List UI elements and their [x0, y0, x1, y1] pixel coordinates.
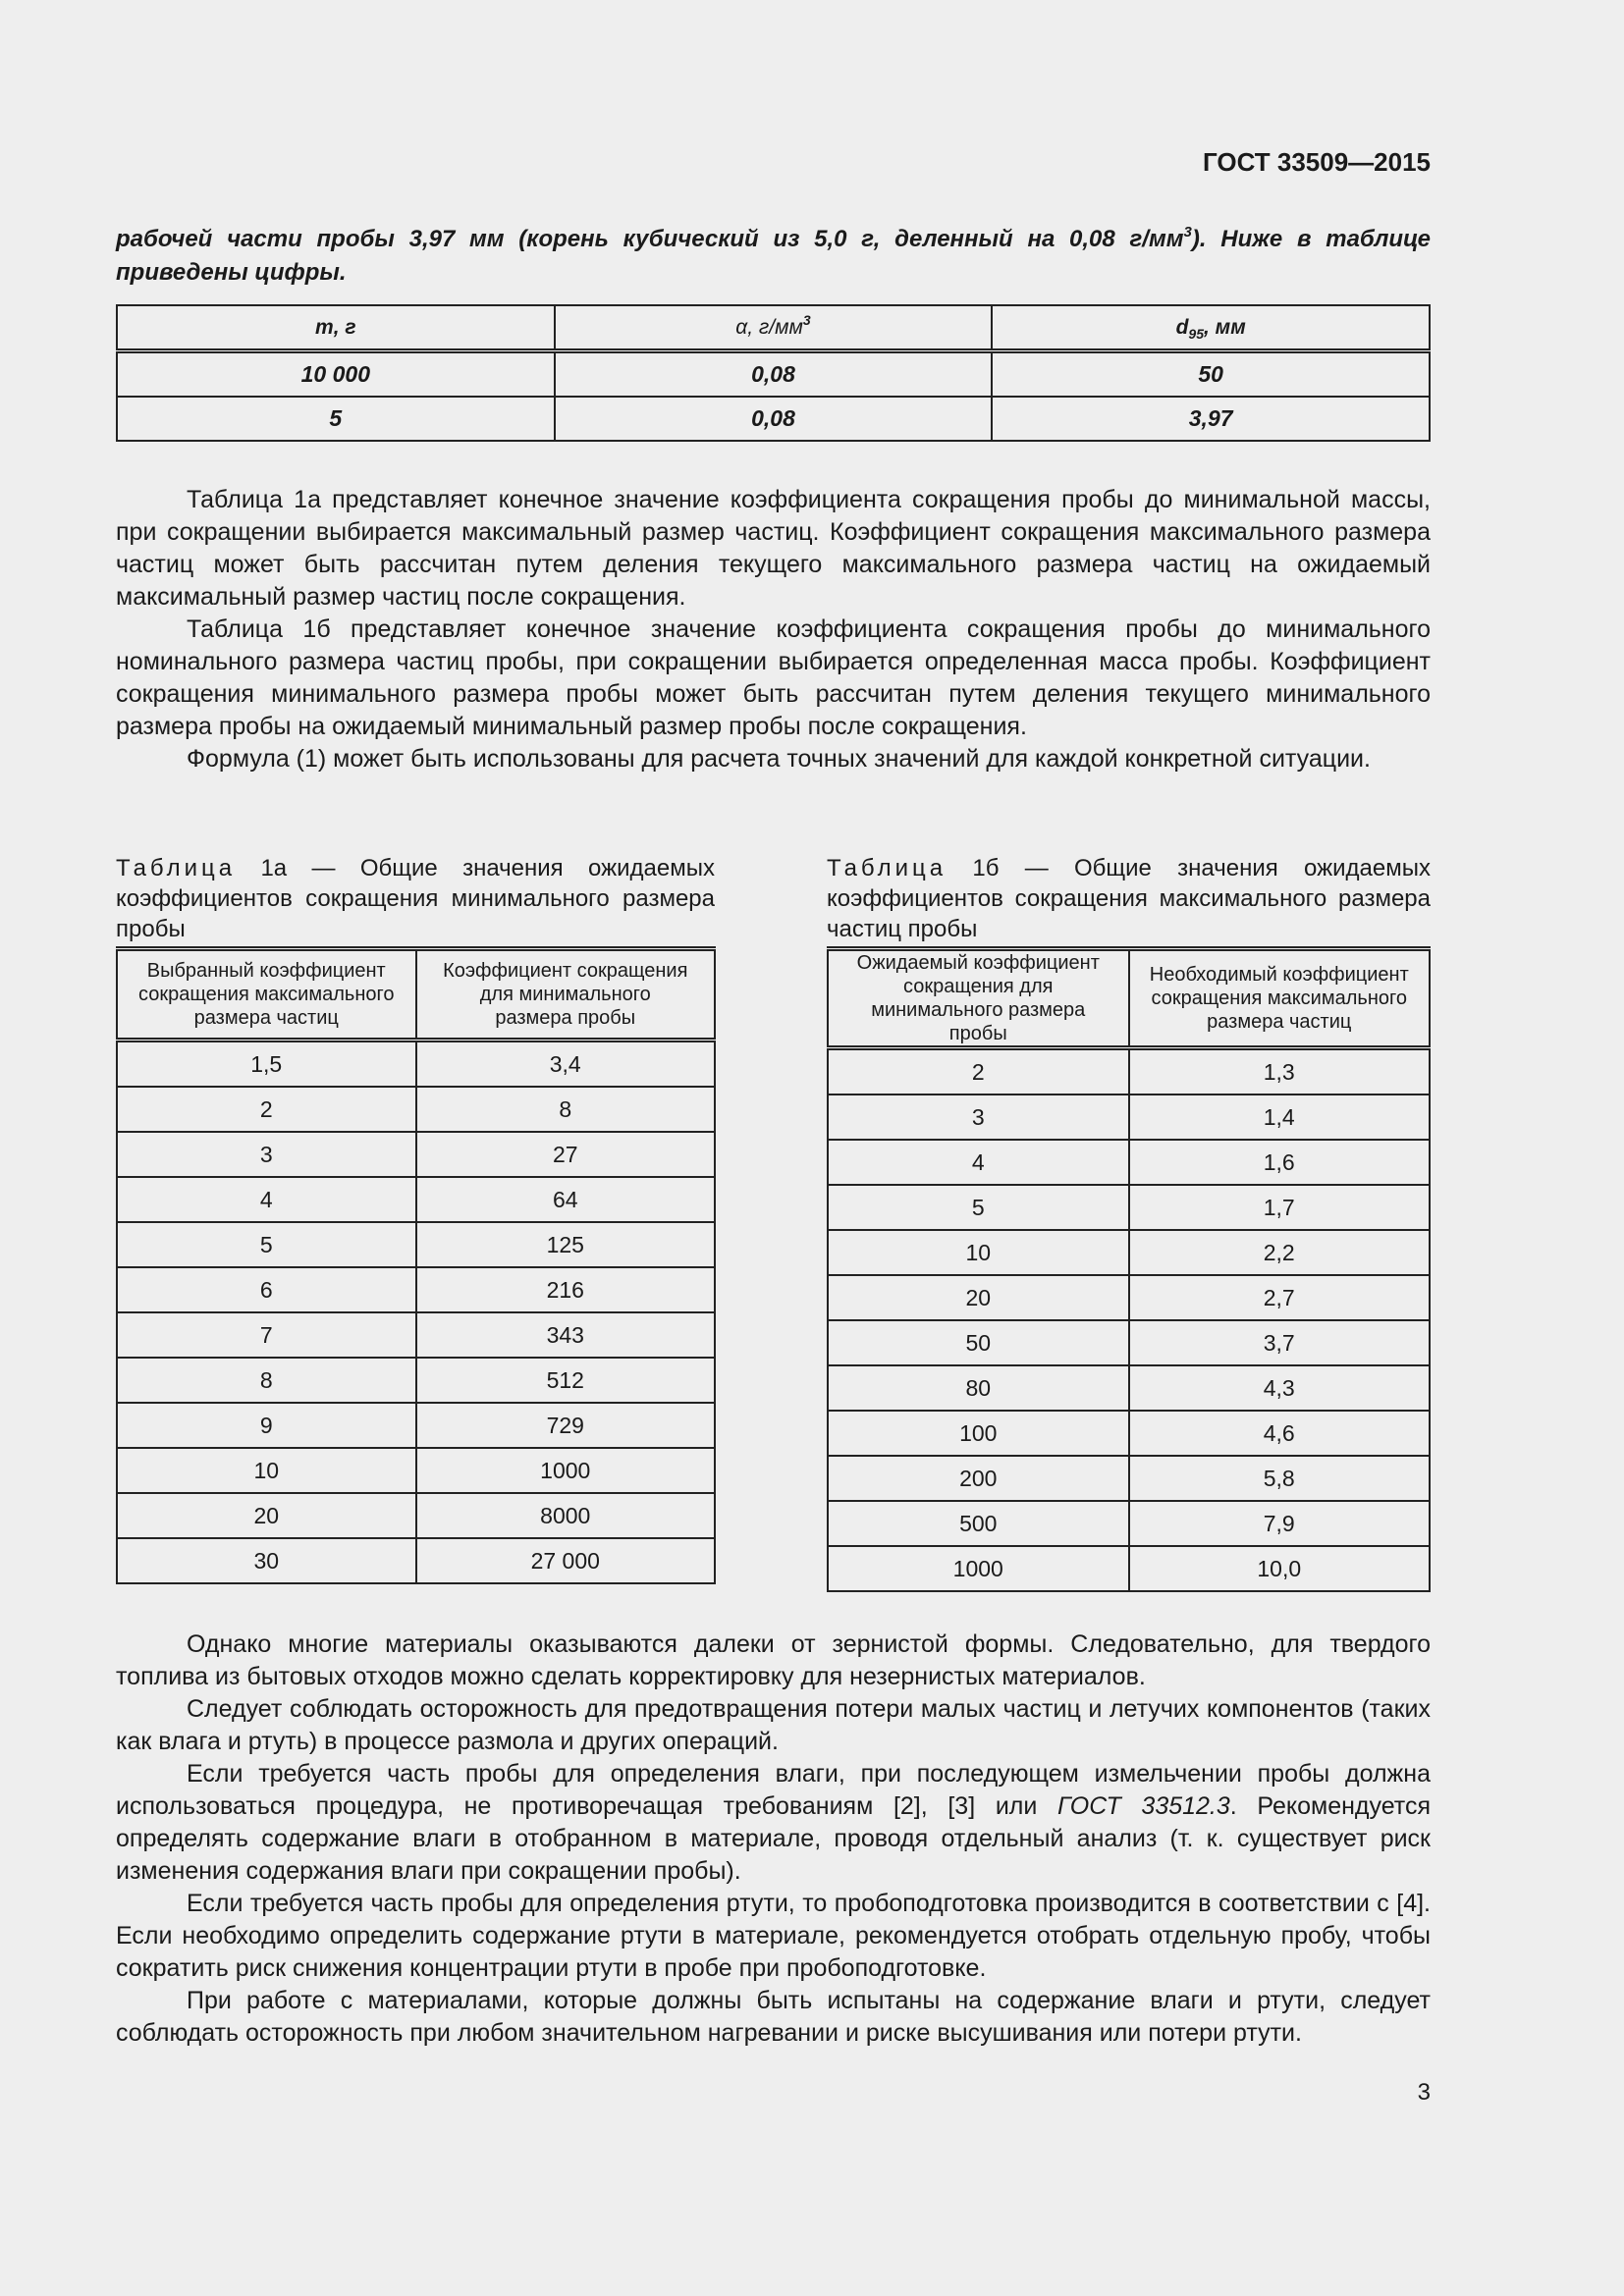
table-cell: 1000	[416, 1448, 716, 1493]
table-cell: 20	[828, 1275, 1129, 1320]
intro-paragraph	[116, 223, 1431, 290]
table-row	[828, 1275, 1430, 1320]
table-cell: 4,3	[1129, 1365, 1431, 1411]
table-cell: 3	[117, 1132, 416, 1177]
table-cell: 64	[416, 1177, 716, 1222]
table-cell: 100	[828, 1411, 1129, 1456]
table-row	[117, 1403, 715, 1448]
table-cell: 9	[117, 1403, 416, 1448]
table-cell: 1,5	[117, 1041, 416, 1088]
table-row	[117, 1358, 715, 1403]
table-cell: 50	[992, 351, 1430, 398]
paragraph: Если требуется часть пробы для определения ртути, то пробоподготовка производится в соответствии с [4]. Если необходимо определить содержание ртути в материале, рекомендуется отобрать отдельную пробу, чтобы сократить риск снижения концентрации ртути в пробе при пробоподготовке.	[116, 1890, 1431, 1982]
caption-label: Таблица	[827, 855, 947, 881]
alpha-label: α, г/мм	[735, 315, 803, 339]
top-table-header-d	[992, 305, 1430, 351]
table-1b-header-2: Необходимый коэффициент сокращения максимального размера частиц	[1129, 949, 1431, 1048]
table-row	[117, 1222, 715, 1267]
table-cell: 7	[117, 1312, 416, 1358]
paragraph: Формула (1) может быть использованы для расчета точных значений для каждой конкретной ситуации.	[187, 745, 1371, 773]
table-row	[117, 351, 1430, 398]
table-cell: 200	[828, 1456, 1129, 1501]
table-row	[828, 1546, 1430, 1591]
table-cell: 1,4	[1129, 1095, 1431, 1140]
table-row	[828, 1095, 1430, 1140]
caption-text: 1а — Общие значения ожидаемых коэффициентов сокращения минимального размера пробы	[116, 855, 715, 942]
table-cell: 1,6	[1129, 1140, 1431, 1185]
body-text-2	[116, 1629, 1431, 2050]
table-row	[117, 1312, 715, 1358]
table-cell: 2	[117, 1087, 416, 1132]
table-row	[828, 1411, 1430, 1456]
table-row	[117, 1538, 715, 1583]
table-row	[828, 1048, 1430, 1095]
table-cell: 80	[828, 1365, 1129, 1411]
table-cell: 1,7	[1129, 1185, 1431, 1230]
table-cell: 5	[117, 1222, 416, 1267]
page-number: 3	[1417, 2079, 1431, 2106]
table-row	[117, 397, 1430, 441]
table-1b-header-1: Ожидаемый коэффициент сокращения для минимального размера пробы	[828, 949, 1129, 1048]
table-cell: 10	[117, 1448, 416, 1493]
table-1b	[827, 946, 1431, 1592]
standard-reference: ГОСТ 33512.3	[1057, 1792, 1230, 1820]
d-label: d	[1175, 315, 1189, 339]
intro-text-2: ). Ниже в таблице приведены цифры.	[116, 226, 1431, 286]
table-cell: 1000	[828, 1546, 1129, 1591]
table-cell: 10 000	[117, 351, 555, 398]
table-cell: 0,08	[555, 351, 993, 398]
table-row	[828, 1456, 1430, 1501]
table-cell: 10,0	[1129, 1546, 1431, 1591]
table-row	[117, 1177, 715, 1222]
paragraph: Таблица 1а представляет конечное значение коэффициента сокращения пробы до минимальной массы, при сокращении выбирается максимальный размер частиц. Коэффициент сокращения максимального размера частиц может быть рассчитан путем деления текущего максимального размера частиц на ожидаемый максимальный размер частиц после сокращения.	[116, 486, 1431, 611]
table-cell: 6	[117, 1267, 416, 1312]
table-cell: 216	[416, 1267, 716, 1312]
table-cell: 500	[828, 1501, 1129, 1546]
table-cell: 343	[416, 1312, 716, 1358]
paragraph: Следует соблюдать осторожность для предотвращения потери малых частиц и летучих компонентов (таких как влага и ртуть) в процессе размола и других операций.	[116, 1695, 1431, 1755]
table-row	[828, 1501, 1430, 1546]
table-row	[117, 1267, 715, 1312]
table-row	[828, 1185, 1430, 1230]
paragraph-text: . Рекомендуется определять содержание влаги в отобранном в материале, проводя отдельный анализ (т. к. существует риск изменения содержания влаги при сокращении пробы).	[116, 1792, 1432, 1885]
table-cell: 2,7	[1129, 1275, 1431, 1320]
table-cell: 8	[416, 1087, 716, 1132]
table-cell: 5	[117, 397, 555, 441]
table-row	[117, 1493, 715, 1538]
caption-text: 1б — Общие значения ожидаемых коэффициентов сокращения максимального размера частиц пробы	[827, 855, 1431, 942]
table-cell: 0,08	[555, 397, 993, 441]
table-cell: 50	[828, 1320, 1129, 1365]
table-row	[117, 1087, 715, 1132]
table-1a-caption	[116, 853, 715, 944]
table-cell: 4	[828, 1140, 1129, 1185]
table-cell: 3	[828, 1095, 1129, 1140]
table-cell: 20	[117, 1493, 416, 1538]
table-1a	[116, 946, 716, 1584]
table-cell: 4,6	[1129, 1411, 1431, 1456]
table-cell: 512	[416, 1358, 716, 1403]
table-row	[828, 1365, 1430, 1411]
table-cell: 3,7	[1129, 1320, 1431, 1365]
table-cell: 27	[416, 1132, 716, 1177]
table-cell: 5	[828, 1185, 1129, 1230]
table-cell: 2	[828, 1048, 1129, 1095]
table-row	[828, 1140, 1430, 1185]
alpha-sup: 3	[802, 311, 811, 328]
table-row	[117, 1132, 715, 1177]
paragraph: Таблица 1б представляет конечное значение коэффициента сокращения пробы до минимального номинального размера частиц пробы, при сокращении выбирается определенная масса пробы. Коэффициент сокращения минимального размера пробы может быть рассчитан путем деления текущего минимального размера пробы на ожидаемый минимальный размер пробы после сокращения.	[116, 615, 1431, 740]
d-sub: 95	[1188, 325, 1204, 342]
table-cell: 10	[828, 1230, 1129, 1275]
body-text-1	[116, 484, 1431, 775]
table-cell: 4	[117, 1177, 416, 1222]
table-cell: 30	[117, 1538, 416, 1583]
table-1b-caption	[827, 853, 1431, 944]
table-1a-header-2: Коэффициент сокращения для минимального размера пробы	[416, 949, 716, 1041]
paragraph	[116, 1758, 1431, 1888]
table-cell: 1,3	[1129, 1048, 1431, 1095]
table-row	[117, 1041, 715, 1088]
d-unit: , мм	[1203, 315, 1246, 339]
table-cell: 27 000	[416, 1538, 716, 1583]
table-1a-header-1: Выбранный коэффициент сокращения максимального размера частиц	[117, 949, 416, 1041]
paragraph: При работе с материалами, которые должны быть испытаны на содержание влаги и ртути, следует соблюдать осторожность при любом значительном нагревании и риске высушивания или потери ртути.	[116, 1987, 1431, 2047]
table-cell: 729	[416, 1403, 716, 1448]
intro-text-1: рабочей части пробы 3,97 мм (корень кубический из 5,0 г, деленный на 0,08 г/мм	[116, 226, 1184, 252]
top-table-header-alpha	[555, 305, 993, 351]
paragraph: Однако многие материалы оказываются далеки от зернистой формы. Следовательно, для твердого топлива из бытовых отходов можно сделать корректировку для незернистых материалов.	[116, 1630, 1431, 1690]
table-cell: 3,4	[416, 1041, 716, 1088]
document-header: ГОСТ 33509—2015	[1203, 147, 1431, 177]
intro-superscript: 3	[1183, 224, 1192, 240]
top-table-header-m: m, г	[117, 305, 555, 351]
table-cell: 2,2	[1129, 1230, 1431, 1275]
table-cell: 8000	[416, 1493, 716, 1538]
table-cell: 125	[416, 1222, 716, 1267]
paragraph-text: Если требуется часть пробы для определения влаги, при последующем измельчении пробы должна использоваться процедура, не противоречащая требованиям [2], [3] или	[116, 1760, 1431, 1820]
top-table	[116, 304, 1431, 442]
caption-label: Таблица	[116, 855, 237, 881]
table-cell: 5,8	[1129, 1456, 1431, 1501]
table-cell: 7,9	[1129, 1501, 1431, 1546]
table-row	[117, 1448, 715, 1493]
table-cell: 8	[117, 1358, 416, 1403]
table-row	[828, 1230, 1430, 1275]
table-row	[828, 1320, 1430, 1365]
table-cell: 3,97	[992, 397, 1430, 441]
